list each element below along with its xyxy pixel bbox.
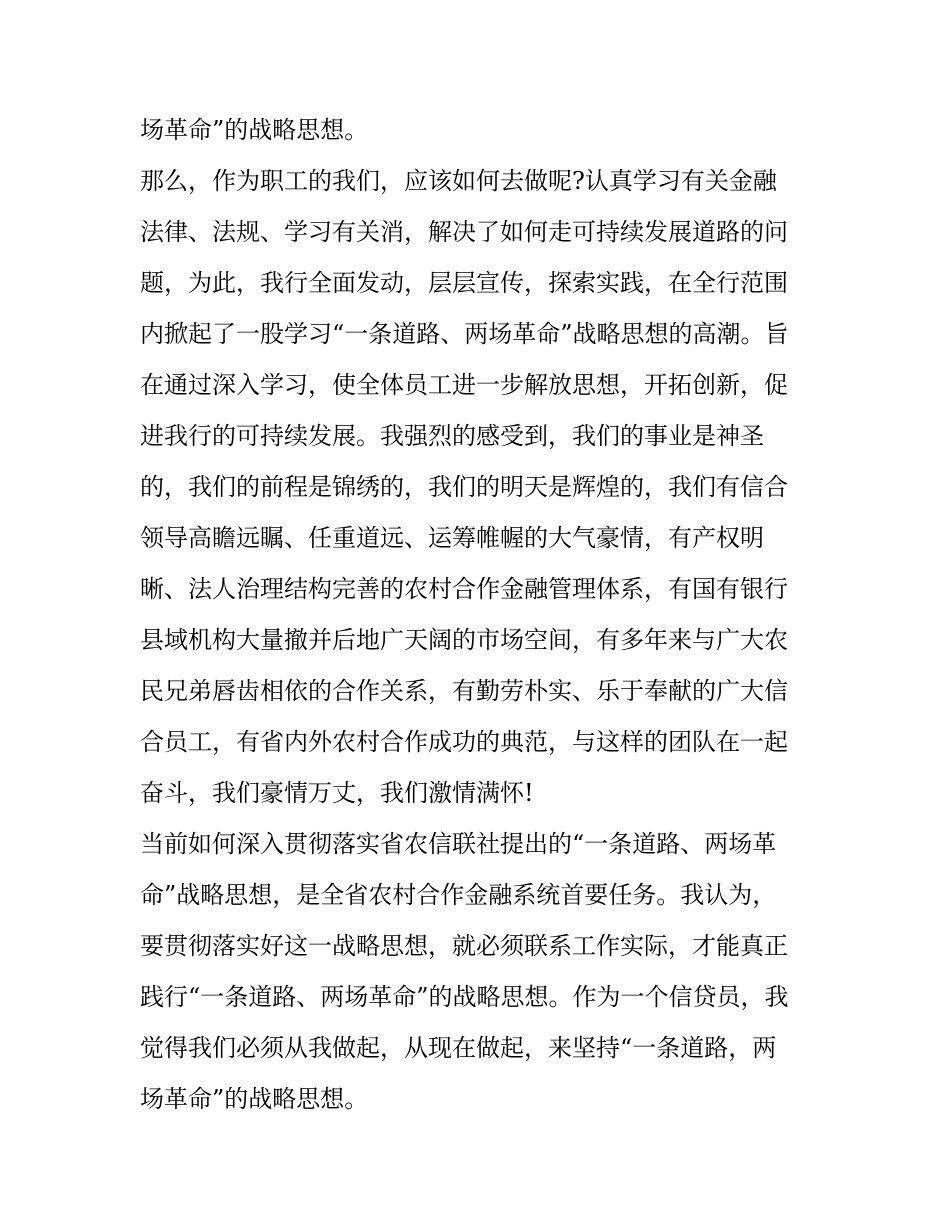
text-line: 内掀起了一股学习“一条道路、两场革命”战略思想的高潮。旨 xyxy=(140,320,789,348)
text-line: 法律、法规、学习有关消，解决了如何走可持续发展道路的问 xyxy=(140,218,788,246)
text-line: 践行“一条道路、两场革命”的战略思想。作为一个信贷员，我 xyxy=(140,983,789,1011)
text-line: 觉得我们必须从我做起，从现在做起，来坚持“一条道路，两 xyxy=(140,1034,777,1062)
text-line: 的，我们的前程是锦绣的，我们的明天是辉煌的，我们有信合 xyxy=(140,473,788,501)
text-line: 县域机构大量撤并后地广天阔的市场空间，有多年来与广大农 xyxy=(140,626,788,654)
text-line: 进我行的可持续发展。我强烈的感受到，我们的事业是神圣 xyxy=(140,422,764,450)
text-line: 要贯彻落实好这一战略思想，就必须联系工作实际，才能真正 xyxy=(140,932,788,960)
text-line: 晰、法人治理结构完善的农村合作金融管理体系，有国有银行 xyxy=(140,575,788,603)
text-line: 领导高瞻远瞩、任重道远、运筹帷幄的大气豪情，有产权明 xyxy=(140,524,764,552)
text-line: 那么，作为职工的我们，应该如何去做呢?认真学习有关金融 xyxy=(140,167,777,195)
text-line: 题，为此，我行全面发动，层层宣传，探索实践，在全行范围 xyxy=(140,269,788,297)
text-line: 在通过深入学习，使全体员工进一步解放思想，开拓创新，促 xyxy=(140,371,788,399)
body-text xyxy=(140,105,820,1125)
text-line: 场革命”的战略思想。 xyxy=(140,116,369,144)
text-line: 合员工，有省内外农村合作成功的典范，与这样的团队在一起 xyxy=(140,728,788,756)
text-line: 命”战略思想，是全省农村合作金融系统首要任务。我认为， xyxy=(140,881,777,909)
text-line: 场革命”的战略思想。 xyxy=(140,1085,369,1113)
text-line: 当前如何深入贯彻落实省农信联社提出的“一条道路、两场革 xyxy=(140,830,777,858)
text-line: 民兄弟唇齿相依的合作关系，有勤劳朴实、乐于奉献的广大信 xyxy=(140,677,788,705)
text-line: 奋斗，我们豪情万丈，我们激情满怀! xyxy=(140,779,534,807)
